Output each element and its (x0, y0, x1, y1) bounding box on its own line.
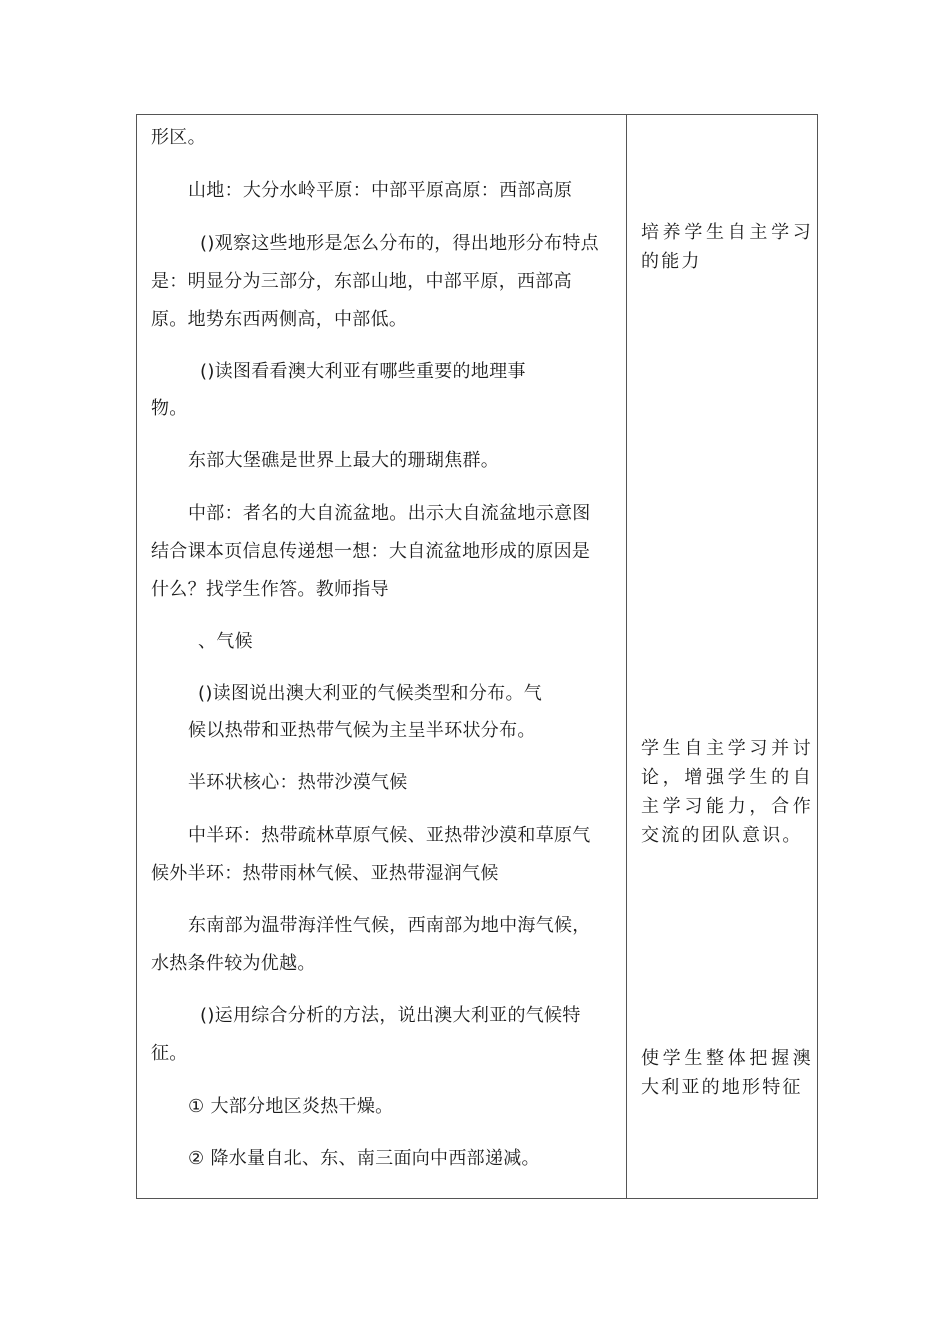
text-line: 半环状核心：热带沙漠气候 (188, 772, 408, 793)
text-line: 东部大堡礁是世界上最大的珊瑚焦群。 (188, 450, 500, 471)
text-line: 中半环：热带疏林草原气候、亚热带沙漠和草原气 (188, 825, 591, 846)
text-line: 形区。 (151, 127, 206, 148)
column-divider (626, 114, 627, 1199)
text-line: 山地：大分水岭平原：中部平原高原：西部高原 (188, 180, 573, 201)
text-line: ()运用综合分析的方法，说出澳大利亚的气候特 (200, 1005, 581, 1026)
text-line: 是：明显分为三部分，东部山地，中部平原，西部高 (151, 271, 572, 292)
list-item: ① 大部分地区炎热干燥。 (188, 1096, 394, 1117)
text-line: 东南部为温带海洋性气候，西南部为地中海气候， (188, 915, 591, 936)
text-line: ()读图说出澳大利亚的气候类型和分布。气 (198, 683, 543, 704)
text-line: 结合课本页信息传递想一想：大自流盆地形成的原因是 (151, 541, 591, 562)
text-line: 中部：者名的大自流盆地。出示大自流盆地示意图 (188, 503, 591, 524)
text-line: 水热条件较为优越。 (151, 953, 316, 974)
text-line: 候外半环：热带雨林气候、亚热带湿润气候 (151, 863, 499, 884)
text-line: ()读图看看澳大利亚有哪些重要的地理事 (200, 361, 526, 382)
side-note: 培养学生自主学习的能力 (641, 222, 813, 272)
list-item: ② 降水量自北、东、南三面向中西部递减。 (188, 1148, 540, 1169)
text-line: 候以热带和亚热带气候为主呈半环状分布。 (188, 720, 536, 741)
text-line: 原。地势东西两侧高，中部低。 (151, 309, 408, 330)
side-note: 学生自主学习并讨论，增强学生的自主学习能力，合作交流的团队意识。 (641, 738, 813, 846)
text-line: 征。 (151, 1043, 188, 1064)
text-line: 物。 (151, 398, 188, 419)
text-line: ()观察这些地形是怎么分布的，得出地形分布特点 (200, 233, 599, 254)
text-line: 什么？找学生作答。教师指导 (151, 579, 389, 600)
side-note: 使学生整体把握澳大利亚的地形特征 (641, 1048, 813, 1098)
section-heading: 、气候 (198, 631, 253, 652)
